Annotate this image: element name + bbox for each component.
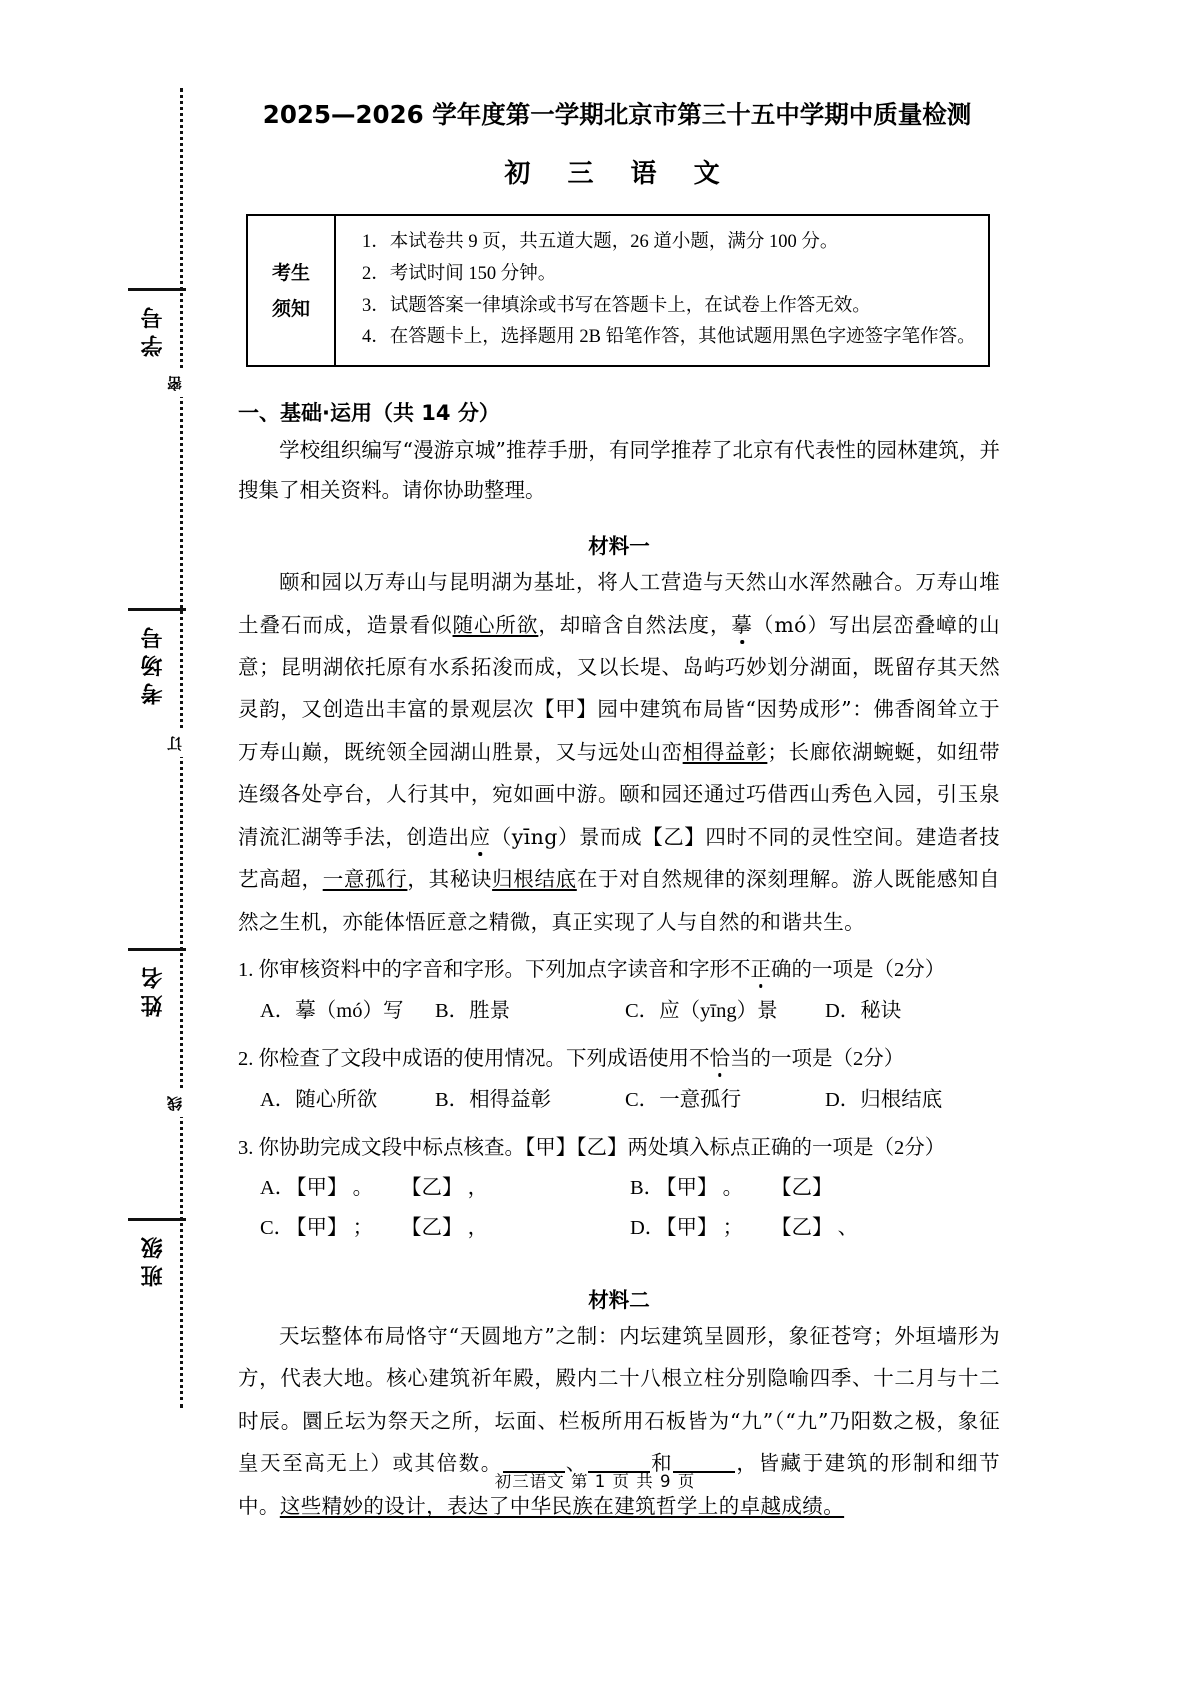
field-rule (128, 1218, 186, 1221)
question-stem: 你协助完成文段中标点核查。【甲】【乙】两处填入标点正确的一项是（2分） (258, 1136, 946, 1159)
notice-item: 1．本试卷共 9 页，共五道大题，26 道小题，满分 100 分。 (362, 232, 839, 252)
jia-mark (286, 1209, 401, 1249)
material-two-title: 材料二 (588, 1287, 650, 1312)
question-2 (238, 1040, 1000, 1080)
underlined-sentence: 这些精妙的设计，表达了中华民族在建筑哲学上的卓越成绩。 (279, 1493, 845, 1518)
field-label: 姓名 (140, 961, 166, 1017)
option-d[interactable]: D．归根结底 (825, 1088, 943, 1111)
passage-seg: 颐和园以万寿山与昆明湖为基址，将人工营造与天然山水浑然融合。万寿山堆土叠石而成，造景看似 (238, 570, 1000, 637)
idiom-xiangdeyizhang: 相得益彰 (682, 739, 768, 764)
question-stem-end: 的一项是（2分） (750, 1047, 905, 1070)
jia-mark (286, 1169, 401, 1209)
field-student-number[interactable] (116, 288, 190, 357)
blank-sep-1: 、 (564, 1451, 588, 1476)
seal-mark-mi: 密 (164, 368, 204, 397)
passage-seg: ，其秘诀 (407, 867, 493, 892)
question-3-options-row-2 (238, 1209, 1000, 1249)
seal-mark-xian: 线 (164, 1088, 204, 1117)
notice-label-line1: 考生 (271, 261, 310, 284)
question-stem: 你检查了文段中成语的使用情况。下列成语使用 (258, 1047, 689, 1070)
dotted-word-buzhengque: 不正确 (730, 958, 792, 981)
option-d[interactable] (630, 1209, 1000, 1249)
jia-bracket: 【甲】 (286, 1216, 348, 1239)
question-number: 1. (238, 958, 254, 981)
material-one-passage (238, 561, 1000, 943)
notice-label-line2: 须知 (271, 297, 310, 320)
page-footer: 初三语文 第 1 页 共 9 页 (494, 1472, 696, 1491)
field-exam-room-number[interactable] (116, 608, 190, 705)
subject-title: 初 三 语 文 (504, 159, 734, 189)
passage-seg: ，皆藏于建筑的形制和细节中。 (238, 1451, 1000, 1518)
yi-punct: ， (467, 1176, 489, 1199)
field-rule (128, 288, 186, 291)
passage-seg: 在于对自然规律的深刻理解。游人既能感知自然之生机，亦能体悟匠意之精微，真正实现了人与自然的和谐共生。 (238, 867, 1001, 934)
option-key: D． (630, 1216, 666, 1239)
page-title: 2025—2026 学年度第一学期北京市第三十五中学期中质量检测 (262, 100, 972, 129)
exam-content (238, 96, 1000, 1527)
notice-label (248, 216, 336, 365)
passage-seg: ，却暗含自然法度， (538, 612, 732, 637)
yi-bracket: 【乙】 (401, 1216, 463, 1239)
question-2-options (238, 1080, 1000, 1121)
notice-items (336, 216, 988, 365)
question-number: 3. (238, 1136, 254, 1159)
jia-bracket: 【甲】 (656, 1216, 718, 1239)
field-rule (128, 608, 186, 611)
option-c[interactable] (260, 1209, 630, 1249)
field-rule (128, 948, 186, 951)
idiom-yiyiguxing: 一意孤行 (322, 867, 408, 892)
material-two-passage (238, 1315, 1000, 1527)
option-c[interactable]: C．应（yīng）景 (625, 999, 778, 1022)
passage-seg: 天坛整体布局恪守“天圆地方”之制：内坛建筑呈圆形，象征苍穹；外垣墙形为方，代表大地。核心建筑祈年殿，殿内二十八根立柱分别隐喻四季、十二月与十二时辰。圜丘坛为祭天之所，坛面、栏板所用石板皆为“九”（“九”乃阳数之极，象征皇天至高无上）或其倍数。 (238, 1323, 1000, 1476)
question-1 (238, 951, 1000, 991)
idiom-suixinsuoyu: 随心所欲 (452, 612, 539, 637)
option-c[interactable]: C．一意孤行 (625, 1088, 742, 1111)
option-key: C． (260, 1216, 295, 1239)
field-label: 考场号 (140, 621, 166, 705)
yi-punct: ， (467, 1216, 489, 1239)
jia-bracket: 【甲】 (656, 1176, 718, 1199)
blank-sep-2: 和 (650, 1451, 674, 1476)
material-one-title: 材料一 (588, 534, 650, 559)
question-number: 2. (238, 1047, 254, 1070)
passage-seg: （yīng）景而成【乙】四时不同的灵性空间。建造者技艺高超， (238, 824, 1000, 892)
field-label: 班级 (140, 1231, 166, 1287)
field-name[interactable] (116, 948, 190, 1017)
question-1-options (238, 991, 1000, 1032)
option-a[interactable]: A．摹（mó）写 (260, 999, 404, 1022)
dotted-char-mo: 摹 (731, 612, 753, 637)
idiom-guigenjiedi: 归根结底 (492, 867, 577, 892)
yi-bracket: 【乙】 (401, 1176, 463, 1199)
question-3-options-row-1 (238, 1169, 1000, 1209)
option-b[interactable]: B．胜景 (435, 999, 511, 1022)
question-3 (238, 1129, 1000, 1169)
yi-punct: 、 (837, 1216, 859, 1239)
dotted-char-ying: 应 (469, 824, 491, 849)
jia-bracket: 【甲】 (286, 1176, 348, 1199)
option-a[interactable]: A．随心所欲 (260, 1088, 378, 1111)
passage-seg: ；长廊依湖蜿蜒，如纽带连缀各处亭台，人行其中，宛如画中游。颐和园还通过巧借西山秀色入园，引玉泉清流汇湖等手法，创造出 (238, 739, 1000, 849)
section-one-intro: 学校组织编写“漫游京城”推荐手册，有同学推荐了北京有代表性的园林建筑，并搜集了相关资料。请你协助整理。 (238, 438, 1000, 503)
sealing-sidebar (118, 88, 238, 1408)
jia-mark (656, 1169, 771, 1209)
option-key: B． (630, 1176, 665, 1199)
jia-punct: ； (352, 1216, 374, 1239)
yi-bracket: 【乙】 (771, 1216, 833, 1239)
seal-mark-ding: 订 (164, 728, 204, 757)
jia-punct: ； (722, 1216, 744, 1239)
question-stem-end: 的一项是（2分） (791, 958, 946, 981)
jia-mark (656, 1209, 771, 1249)
section-heading-one: 一、基础·运用（共 14 分） (238, 401, 500, 426)
notice-item: 4．在答题卡上，选择题用 2B 铅笔作答，其他试题用黑色字迹签字笔作答。 (362, 327, 976, 348)
notice-item: 3．试题答案一律填涂或书写在答题卡上，在试卷上作答无效。 (362, 295, 871, 316)
option-d[interactable]: D．秘诀 (825, 999, 902, 1022)
notice-item: 2．考试时间 150 分钟。 (362, 263, 557, 284)
question-stem: 你审核资料中的字音和字形。下列加点字读音和字形 (258, 958, 730, 981)
yi-bracket: 【乙】 (771, 1176, 833, 1199)
candidate-notice-box (246, 214, 990, 367)
option-a[interactable] (260, 1169, 630, 1209)
dotted-word-buqiadang: 不恰当 (689, 1047, 751, 1070)
jia-punct: 。 (722, 1176, 744, 1199)
jia-punct: 。 (352, 1176, 374, 1199)
option-b[interactable] (630, 1169, 1000, 1209)
field-class[interactable] (116, 1218, 190, 1287)
option-b[interactable]: B．相得益彰 (435, 1088, 552, 1111)
passage-seg: （mó）写出层峦叠嶂的山意；昆明湖依托原有水系拓浚而成，又以长堤、岛屿巧妙划分湖面，既留存其天然灵韵，又创造出丰富的景观层次【甲】园中建筑布局皆“因势成形”：佛香阁耸立于万寿山巅，既统领全园湖山胜景，又与远处山峦 (238, 612, 1000, 764)
field-label: 学号 (140, 301, 166, 357)
option-key: A． (260, 1176, 296, 1199)
